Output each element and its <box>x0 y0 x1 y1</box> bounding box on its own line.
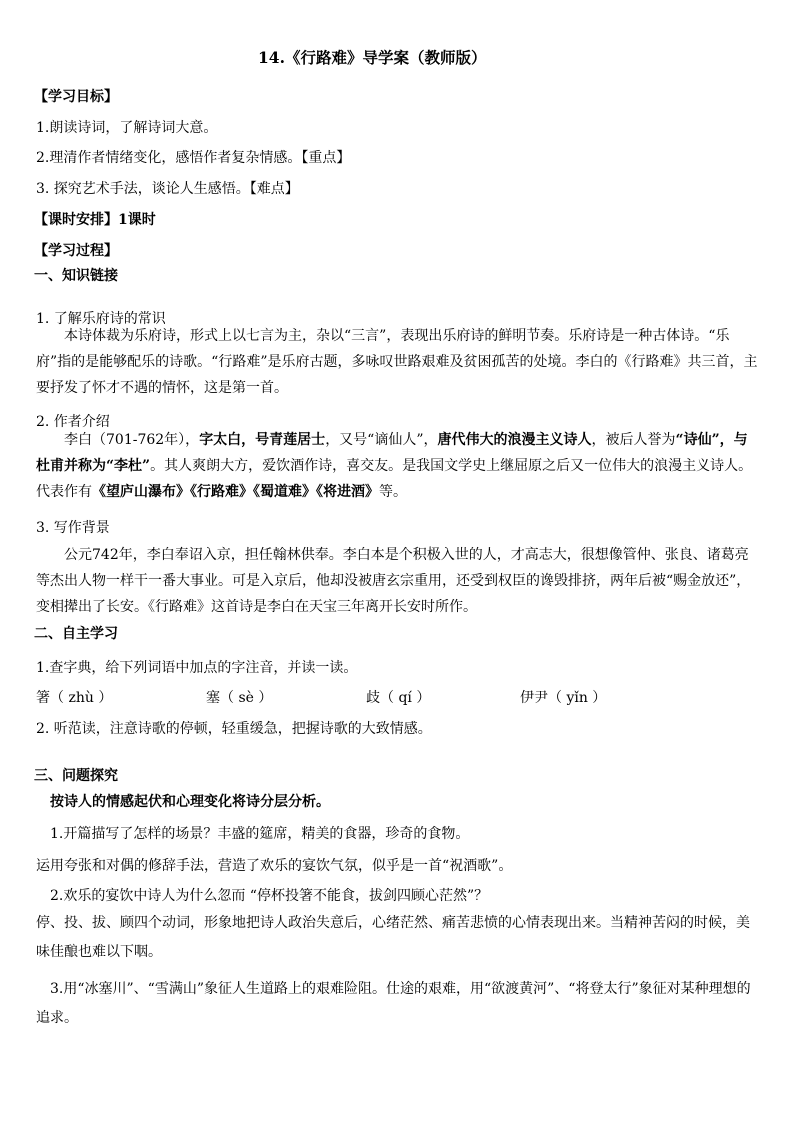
subsection-text: 本诗体裁为乐府诗，形式上以七言为主，杂以“三言”，表现出乐府诗的鲜明节奏。乐府诗是一种古体诗。“乐府”指的是能够配乐的诗歌。“行路难”是乐府古题，多咏叹世路艰难及贫困孤苦的处境。李白的《行路难》共三首，主要抒发了怀才不遇的情怀，这是第一首。 <box>36 328 758 396</box>
schedule-value: 1课时 <box>118 212 156 228</box>
author-text: ，被后人誉为 <box>591 432 676 448</box>
answer-text: 运用夸张和对偶的修辞手法，营造了欢乐的宴饮气氛，似乎是一首“祝酒歌”。 <box>36 858 513 874</box>
section-heading: 一、知识链接 <box>34 268 118 284</box>
author-text: 等。 <box>379 484 407 500</box>
subsection-title: 1. 了解乐府诗的常识 <box>36 311 166 327</box>
pinyin: qí <box>398 690 412 706</box>
author-text: ，又号“谪仙人”， <box>325 432 438 448</box>
word: 歧 <box>366 690 380 706</box>
process-heading: 【学习过程】 <box>34 243 118 259</box>
word-item: 伊尹（ yǐn ） <box>520 690 607 706</box>
pinyin: zhù <box>68 690 94 706</box>
word-item: 箸（ zhù ） <box>36 690 113 706</box>
word-item: 塞（ sè ） <box>206 690 273 706</box>
author-text-bold: 字太白，号青莲居士 <box>199 432 326 448</box>
author-text-bold: 《望庐山瀑布》《行路难》《蜀道难》《将进酒》 <box>92 484 379 500</box>
subsection-title: 2. 作者介绍 <box>36 414 110 430</box>
question-text: 2.欢乐的宴饮中诗人为什么忽而 “停杯投箸不能食，拔剑四顾心茫然”？ <box>50 888 489 904</box>
answer-text: 停、投、拔、顾四个动词，形象地把诗人政治失意后，心绪茫然、痛苦悲愤的心情表现出来。当精神苦闷的时候，美味佳酿也难以下咽。 <box>36 915 750 960</box>
word: 塞 <box>206 690 220 706</box>
question-text: 1.查字典，给下列词语中加点的字注音，并读一读。 <box>36 660 358 676</box>
subsection-title: 3. 写作背景 <box>36 520 110 536</box>
page-title: 14.《行路难》导学案（教师版） <box>258 48 487 67</box>
schedule-label: 【课时安排】 <box>34 212 118 228</box>
question-text: 2. 听范读，注意诗歌的停顿，轻重缓急，把握诗歌的大致情感。 <box>36 721 432 737</box>
section-heading: 二、自主学习 <box>34 626 118 642</box>
word: 伊尹 <box>520 690 548 706</box>
author-text: 李白（701-762年）， <box>64 432 200 448</box>
pinyin: sè <box>238 690 254 706</box>
section-heading: 三、问题探究 <box>34 768 118 784</box>
goal-item: 3. 探究艺术手法，谈论人生感悟。【难点】 <box>36 181 299 197</box>
schedule-line <box>34 210 156 230</box>
word-item: 歧（ qí ） <box>366 690 431 706</box>
section-intro: 按诗人的情感起伏和心理变化将诗分层分析。 <box>50 794 330 810</box>
question-text: 3.用“冰塞川”、“雪满山”象征人生道路上的艰难险阻。仕途的艰难，用“欲渡黄河”、“将登太行”象征对某种理想的追求。 <box>36 981 751 1026</box>
goals-heading: 【学习目标】 <box>34 89 118 105</box>
author-text-bold: “诗仙”，与杜甫并称为“李杜” <box>36 432 748 474</box>
goal-item: 2.理清作者情绪变化，感悟作者复杂情感。【重点】 <box>36 150 351 166</box>
goal-item: 1.朗读诗词，了解诗词大意。 <box>36 120 218 136</box>
author-intro <box>36 427 758 505</box>
word: 箸 <box>36 690 50 706</box>
pinyin: yǐn <box>566 690 588 706</box>
subsection-text: 公元742年，李白奉诏入京，担任翰林供奉。李白本是个积极入世的人，才高志大，很想像管仲、张良、诸葛亮等杰出人物一样干一番大事业。可是入京后，他却没被唐玄宗重用，还受到权臣的谗毁排挤，两年后被“赐金放还”，变相撵出了长安。《行路难》这首诗是李白在天宝三年离开长安时所作。 <box>36 547 751 615</box>
author-text-bold: 唐代伟大的浪漫主义诗人 <box>437 432 592 448</box>
question-text: 1.开篇描写了怎样的场景？丰盛的筵席，精美的食器，珍奇的食物。 <box>50 826 470 842</box>
author-text: 。其人爽朗大方，爱饮酒作诗，喜交友。是我国文学史上继屈原之后又一位伟大的浪漫主义诗人。代表作有 <box>36 458 753 500</box>
